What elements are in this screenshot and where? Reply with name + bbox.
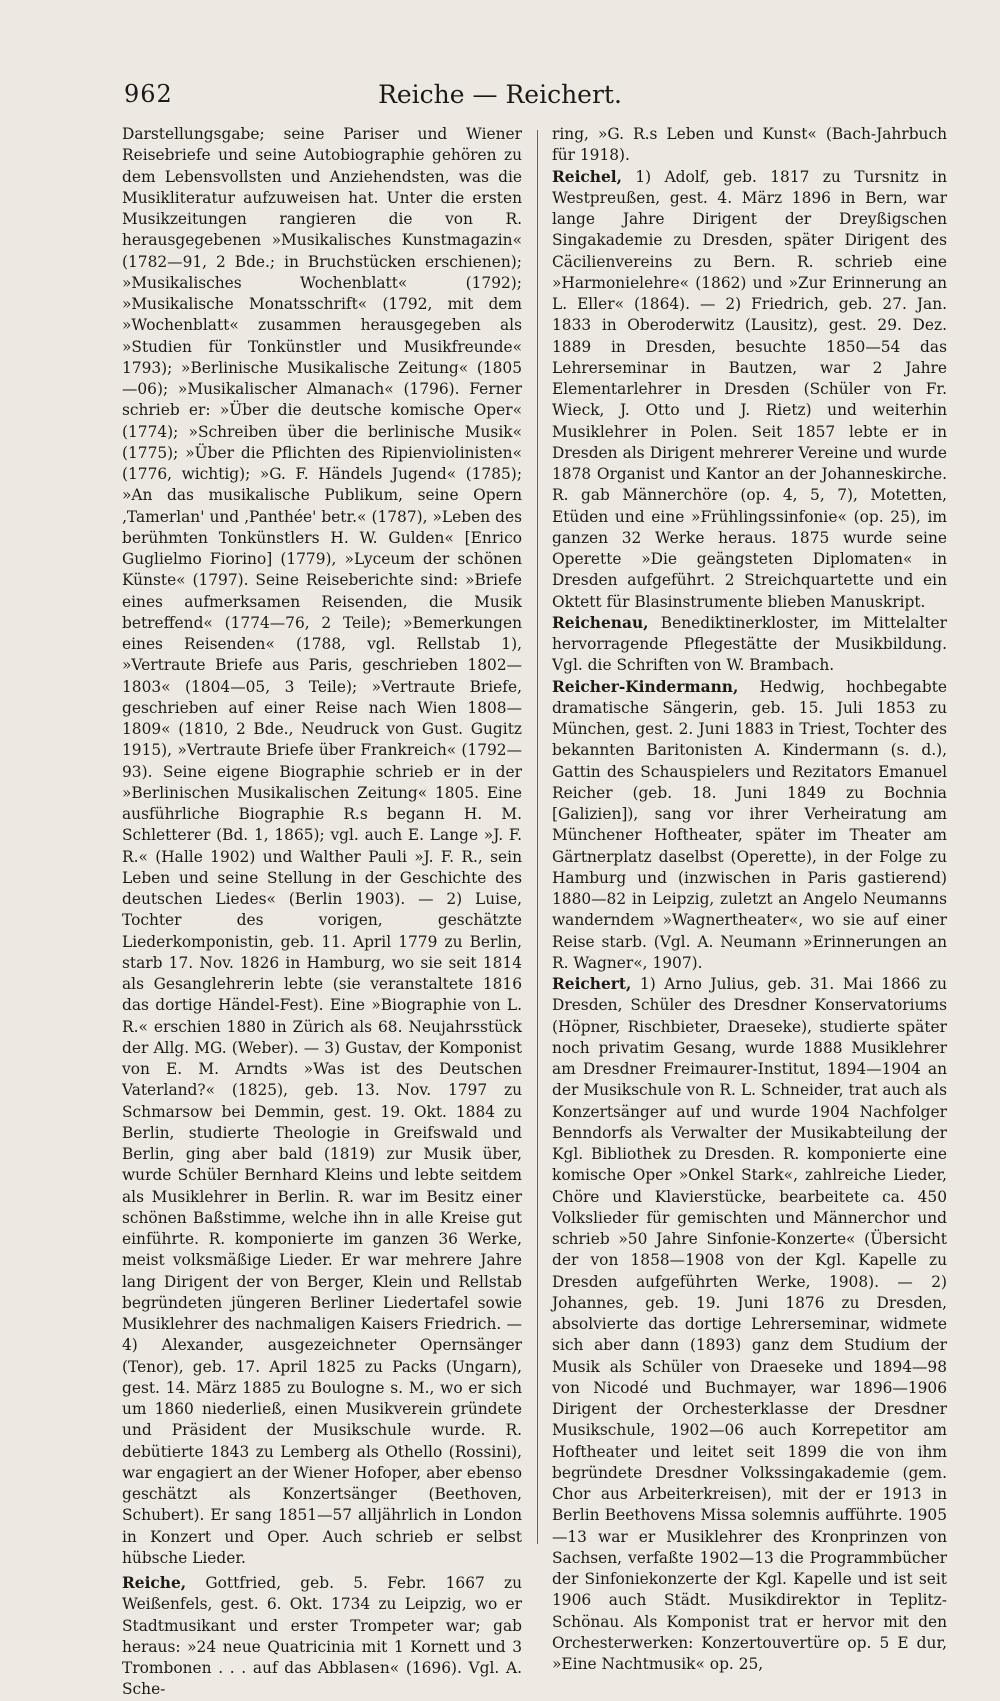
- entry-head-reicher-kindermann: Reicher-Kindermann,: [552, 677, 739, 696]
- entry-head-reichel: Reichel,: [552, 167, 622, 186]
- entry-reichel: [552, 167, 947, 613]
- entry-head-reichenau: Reichenau,: [552, 613, 649, 632]
- running-head: Reiche — Reichert.: [378, 80, 622, 109]
- left-column: [122, 124, 522, 1701]
- entry-body-reiche: Gottfried, geb. 5. Febr. 1667 zu Weißenfels, gest. 6. Okt. 1734 zu Leipzig, wo er Stadtmusikant und erster Trompeter war; gab heraus: »24 neue Quatricinia mit 1 Kornett und 3 Trombonen . . . auf das Abblasen« (1696). Vgl. A. Sche-: [122, 1574, 522, 1699]
- entry-reichert: [552, 974, 947, 1675]
- entry-body-reichert: 1) Arno Julius, geb. 31. Mai 1866 zu Dresden, Schüler des Dresdner Konservatoriums (Höpner, Rischbieter, Draeseke), studierte später noch privatim Gesang, wurde 1888 Musiklehrer am Dresdner Freimaurer-Institut, 1894—1904 an der Musikschule von R. L. Schneider, trat auch als Konzertsänger auf und wurde 1904 Nachfolger Benndorfs als Verwalter der Musikabteilung der Kgl. Bibliothek zu Dresden. R. komponierte eine komische Oper »Onkel Stark«, zahlreiche Lieder, Chöre und Klavierstücke, bearbeitete ca. 450 Volkslieder für gemischten und Männerchor und schrieb »50 Jahre Sinfonie-Konzerte« (Übersicht der von 1858—1908 von der Kgl. Kapelle zu Dresden aufgeführten Werke, 1908). — 2) Johannes, geb. 19. Juni 1876 zu Dresden, absolvierte das dortige Lehrerseminar, widmete sich aber dann (1893) ganz dem Studium der Musik als Schüler von Draeseke und 1894—98 von Nicodé und Buchmayer, war 1896—1906 Dirigent der Orchesterklasse der Dresdner Musikschule, 1902—06 auch Korrepetitor am Hoftheater und leitet seit 1899 die von ihm begründete Dresdner Volkssingakademie (gem. Chor aus Arbeiterkreisen), mit der er 1913 in Berlin Beethovens Missa solemnis aufführte. 1905—13 war er Musiklehrer des Kronprinzen von Sachsen, verfaßte 1902—13 die Programmbücher der Sinfoniekonzerte der Kgl. Kapelle und ist seit 1906 auch Städt. Musikdirektor in Teplitz-Schönau. Als Komponist trat er hervor mit den Orchesterwerken: Konzertouvertüre op. 5 E dur, »Eine Nachtmusik« op. 25,: [552, 975, 947, 1673]
- right-column: [552, 124, 947, 1675]
- page-header: [0, 74, 1000, 114]
- entry-body-reichel: 1) Adolf, geb. 1817 zu Tursnitz in Westpreußen, gest. 4. März 1896 in Bern, war lange Jahre Dirigent der Dreyßigschen Singakademie zu Dresden, später Dirigent des Cäcilienvereins zu Bern. R. schrieb eine »Harmonielehre« (1862) und »Zur Erinnerung an L. Eller« (1864). — 2) Friedrich, geb. 27. Jan. 1833 in Oberoderwitz (Lausitz), gest. 29. Dez. 1889 in Dresden, besuchte 1850—54 das Lehrerseminar in Bautzen, war 2 Jahre Elementarlehrer in Dresden (Schüler von Fr. Wieck, J. Otto und J. Rietz) und weiterhin Musiklehrer in Polen. Seit 1857 lebte er in Dresden als Dirigent mehrerer Vereine und wurde 1878 Organist und Kantor an der Johanneskirche. R. gab Männerchöre (op. 4, 5, 7), Motetten, Etüden und eine »Frühlingssinfonie« (op. 25), im ganzen 32 Werke heraus. 1875 wurde seine Operette »Die geängsteten Diplomaten« in Dresden aufgeführt. 2 Streichquartette und ein Oktett für Blasinstrumente blieben Manuskript.: [552, 167, 947, 611]
- entry-head-reichert: Reichert,: [552, 975, 632, 993]
- entry-reichardt-continued: Darstellungsgabe; seine Pariser und Wiener Reisebriefe und seine Autobiographie gehören zu dem Lebensvollsten und Anziehendsten, was die Musikliteratur aufzuweisen hat. Unter die ersten Musikzeitungen rangieren die von R. herausgegebenen »Musikalisches Kunstmagazin« (1782—91, 2 Bde.; in Bruchstücken erschienen); »Musikalisches Wochenblatt« (1792); »Musikalische Monatsschrift« (1792, mit dem »Wochenblatt« zusammen herausgegeben als »Studien für Tonkünstler und Musikfreunde« 1793); »Berlinische Musikalische Zeitung« (1805—06); »Musikalischer Almanach« (1796). Ferner schrieb er: »Über die deutsche komische Oper« (1774); »Schreiben über die berlinische Musik« (1775); »Über die Pflichten des Ripienviolinisten« (1776, wichtig); »G. F. Händels Jugend« (1785); »An das musikalische Publikum, seine Opern ‚Tamerlan' und ‚Panthée' betr.« (1787), »Leben des berühmten Tonkünstlers H. W. Gulden« [Enrico Guglielmo Fiorino] (1779), »Lyceum der schönen Künste« (1797). Seine Reiseberichte sind: »Briefe eines aufmerksamen Reisenden, die Musik betreffend« (1774—76, 2 Teile); »Bemerkungen eines Reisenden« (1788, vgl. Rellstab 1), »Vertraute Briefe aus Paris, geschrieben 1802—1803« (1804—05, 3 Teile); »Vertraute Briefe, geschrieben auf einer Reise nach Wien 1808—1809« (1810, 2 Bde., Neudruck von Gust. Gugitz 1915), »Vertraute Briefe über Frankreich« (1792—93). Seine eigene Biographie schrieb er in der »Berlinischen Musikalischen Zeitung« 1805. Eine ausführliche Biographie R.s begann H. M. Schletterer (Bd. 1, 1865); vgl. auch E. Lange »J. F. R.« (Halle 1902) und Walther Pauli »J. F. R., sein Leben und seine Stellung in der Geschichte des deutschen Liedes« (Berlin 1903). — 2) Luise, Tochter des vorigen, geschätzte Liederkomponistin, geb. 11. April 1779 zu Berlin, starb 17. Nov. 1826 in Hamburg, wo sie seit 1814 als Gesanglehrerin lebte (sie veranstaltete 1816 das dortige Händel-Fest). Eine »Biographie von L. R.« erschien 1880 in Zürich als 68. Neujahrsstück der Allg. MG. (Weber). — 3) Gustav, der Komponist von E. M. Arndts »Was ist des Deutschen Vaterland?« (1825), geb. 13. Nov. 1797 zu Schmarsow bei Demmin, gest. 19. Okt. 1884 zu Berlin, studierte Theologie in Greifswald und Berlin, ging aber bald (1819) zur Musik über, wurde Schüler Bernhard Kleins und lebte seitdem als Musiklehrer in Berlin. R. war im Besitz einer schönen Baßstimme, welche ihn in alle Kreise gut einführte. R. komponierte im ganzen 36 Werke, meist volksmäßige Lieder. Er war mehrere Jahre lang Dirigent der von Berger, Klein und Rellstab begründeten jüngeren Berliner Liedertafel sowie Musiklehrer des nachmaligen Kaisers Friedrich. — 4) Alexander, ausgezeichneter Opernsänger (Tenor), geb. 17. April 1825 zu Packs (Ungarn), gest. 14. März 1885 zu Boulogne s. M., wo er sich um 1860 niederließ, einen Musikverein gründete und Präsident der Musikschule wurde. R. debütierte 1843 zu Lemberg als Othello (Rossini), war engagiert an der Wiener Hofoper, aber ebenso geschätzt als Konzertsänger (Beethoven, Schubert). Er sang 1851—57 alljährlich in London in Konzert und Oper. Auch schrieb er selbst hübsche Lieder.: [122, 125, 522, 1567]
- entry-reicher-kindermann: [552, 677, 947, 975]
- column-divider: [537, 130, 538, 1544]
- entry-reiche: [122, 1573, 522, 1701]
- page-number: 962: [124, 80, 173, 108]
- entry-reiche-continued: ring, »G. R.s Leben und Kunst« (Bach-Jahrbuch für 1918).: [552, 125, 947, 165]
- entry-body-reicher-kindermann: Hedwig, hochbegabte dramatische Sängerin, geb. 15. Juli 1853 zu München, gest. 2. Juni 1883 in Triest, Tochter des bekannten Baritonisten A. Kindermann (s. d.), Gattin des Schauspielers und Rezitators Emanuel Reicher (geb. 18. Juni 1849 zu Bochnia [Galizien]), sang vor ihrer Verheiratung am Münchener Hoftheater, später im Theater am Gärtnerplatz daselbst (Operette), in der Folge zu Hamburg und (inzwischen in Paris gastierend) 1880—82 in Leipzig, zuletzt an Angelo Neumanns wanderndem »Wagnertheater«, wo sie auf einer Reise starb. (Vgl. A. Neumann »Erinnerungen an R. Wagner«, 1907).: [552, 677, 947, 972]
- entry-body-reichenau: Benediktinerkloster, im Mittelalter hervorragende Pflegestätte der Musikbildung. Vgl. die Schriften von W. Brambach.: [552, 613, 947, 675]
- entry-reichenau: [552, 613, 947, 677]
- entry-head-reiche: Reiche,: [122, 1574, 187, 1592]
